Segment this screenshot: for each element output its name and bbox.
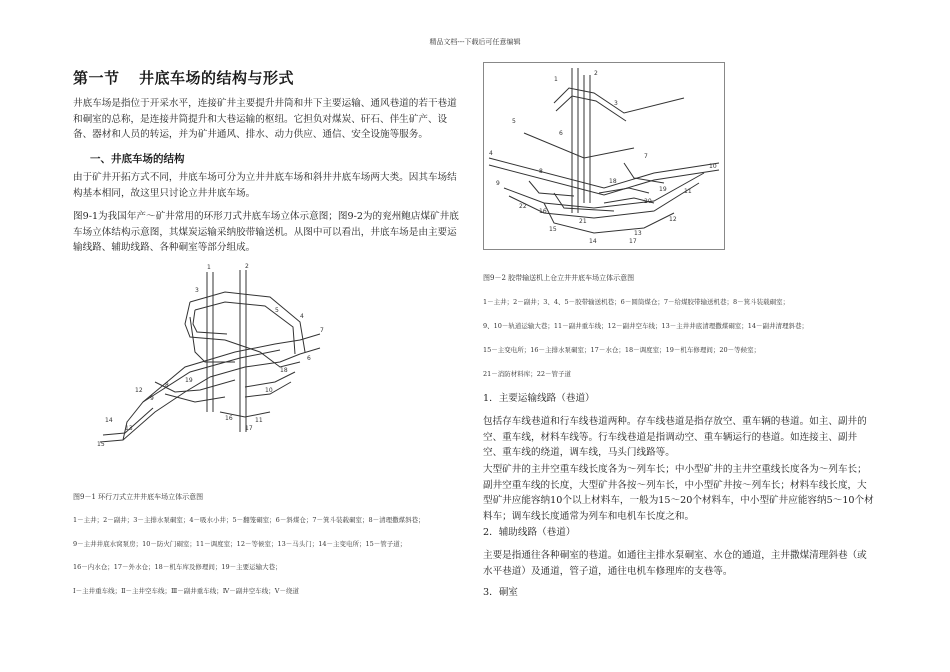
svg-text:13: 13 (634, 230, 642, 237)
svg-text:18: 18 (280, 367, 288, 374)
svg-text:15: 15 (97, 441, 105, 448)
svg-text:9: 9 (150, 395, 154, 402)
svg-text:5: 5 (512, 118, 516, 125)
svg-text:12: 12 (135, 387, 143, 394)
svg-text:18: 18 (609, 178, 617, 185)
figure-9-2-caption: 图9－2 胶带输送机上仓立井井底车场立体示意图 (483, 274, 635, 282)
item-auxiliary-lines: 2．辅助线路（巷道） (483, 527, 576, 538)
figure-9-1-legend-line-4: Ⅰ－主井重车线；Ⅱ－主井空车线；Ⅲ－副井重车线；Ⅳ－副井空车线；Ⅴ－绕道 (73, 587, 299, 595)
paragraph-auxiliary-lines: 主要是指通往各种硐室的巷道。如通往主排水泵硐室、水仓的通道，主井撒煤清理斜巷（或水平巷道）及通道，管子道，通往电机车修理库的支巷等。 (483, 550, 867, 577)
svg-text:9: 9 (496, 180, 500, 187)
svg-text:3: 3 (195, 287, 199, 294)
svg-text:2: 2 (245, 263, 249, 270)
svg-text:16: 16 (225, 415, 233, 422)
section-title (73, 67, 294, 88)
svg-text:7: 7 (320, 327, 324, 334)
paragraph-classification: 由于矿井开拓方式不同，井底车场可分为立井井底车场和斜井井底车场两大类。因其车场结构基本相同，故这里只讨论立井井底车场。 (73, 172, 457, 199)
page-header-note: 精品文档---下载后可任意编辑 (429, 38, 521, 46)
svg-text:8: 8 (165, 382, 169, 389)
svg-text:17: 17 (245, 425, 253, 432)
svg-text:10: 10 (265, 387, 273, 394)
svg-text:1: 1 (207, 264, 211, 271)
figure-9-2-legend-line-2: 9、10－轨道运输大巷；11－副井重车线；12－副井空车线；13－主井井底清理撒煤硐室；14－副井清理斜巷； (483, 322, 808, 330)
svg-text:6: 6 (559, 130, 563, 137)
svg-text:7: 7 (644, 153, 648, 160)
section-title-text: 井底车场的结构与形式 (139, 69, 295, 87)
figure-9-2-frame (483, 62, 725, 250)
svg-text:20: 20 (644, 198, 652, 205)
subheading-structure: 一、井底车场的结构 (90, 153, 185, 165)
figure-9-1-legend-line-3: 16－内水仓；17－外水仓；18－机车库及修理间；19－主要运输大巷； (73, 563, 282, 571)
item-chambers: 3．硐室 (483, 587, 518, 598)
intro-paragraph: 井底车场是指位于开采水平，连接矿井主要提升井筒和井下主要运输、通风巷道的若干巷道和硐室的总称，是连接井筒提升和大巷运输的枢纽。它担负对煤炭、矸石、伴生矿产、设备、器材和人员的转运，并为矿井通风、排水、动力供应、通信、安全设施等服务。 (73, 98, 457, 140)
svg-text:11: 11 (684, 188, 692, 195)
svg-text:12: 12 (669, 216, 677, 223)
svg-text:13: 13 (125, 425, 133, 432)
paragraph-line-lengths: 大型矿井的主井空重车线长度各为～列车长；中小型矿井的主井空重线长度各为～列车长；副井空重车线的长度，大型矿井各按～列车长，中小型矿井按～列车长；材料车线长度，大型矿井应能容纳10个以上材料车，一般为15～20个材料车，中小型矿井应能容纳5～10个材料车；调车线长度通常为列车和电机车长度之和。 (483, 464, 874, 522)
svg-text:16: 16 (539, 208, 547, 215)
svg-text:19: 19 (659, 186, 667, 193)
figure-9-2-diagram (484, 63, 724, 249)
section-number: 第一节 (73, 69, 120, 87)
figure-9-1-legend-line-1: 1－主井；2－副井；3－主排水泵硐室；4－吸水小井；5－翻笼硐室；6－斜煤仓；7－箕斗装载硐室；8－清理撒煤斜巷； (73, 516, 425, 524)
svg-text:17: 17 (629, 238, 637, 245)
svg-text:2: 2 (594, 70, 598, 77)
svg-text:5: 5 (275, 307, 279, 314)
svg-text:4: 4 (300, 313, 304, 320)
figure-9-2-legend-line-3: 15－主变电所；16－主排水泵硐室；17－水仓；18－调度室；19－机车修理间；20－等候室； (483, 346, 761, 354)
svg-text:11: 11 (255, 417, 263, 424)
svg-text:10: 10 (709, 163, 717, 170)
svg-text:1: 1 (554, 76, 558, 83)
svg-text:15: 15 (549, 226, 557, 233)
figure-9-1-caption: 图9－1 环行刀式立井井底车场立体示意图 (73, 493, 204, 501)
svg-text:22: 22 (519, 203, 527, 210)
paragraph-main-transport: 包括存车线巷道和行车线巷道两种。存车线巷道是指存放空、重车辆的巷道。如主、副井的空、重车线，材料车线等。行车线巷道是指调动空、重车辆运行的巷道。如连接主、副井空、重车线的绕道，调车线，马头门线路等。 (483, 416, 867, 458)
svg-text:6: 6 (307, 355, 311, 362)
svg-text:8: 8 (539, 168, 543, 175)
svg-text:21: 21 (579, 218, 587, 225)
svg-text:4: 4 (489, 150, 493, 157)
svg-text:14: 14 (589, 238, 597, 245)
figure-9-2-legend-line-1: 1－主井；2－副井；3、4、5－胶带输送机巷；6－圆筒煤仓；7－给煤胶带输送机巷；8－箕斗装载硐室； (483, 298, 790, 306)
figure-9-1-legend-line-2: 9－主井井底水窝泵房；10－防火门硐室；11－调度室；12－等候室；13－马头门；14－主变电所；15－管子道； (73, 540, 407, 548)
item-main-transport: 1．主要运输线路（巷道） (483, 393, 595, 404)
figure-9-1-diagram (95, 262, 335, 458)
figure-9-2-legend-line-4: 21－消防材料库；22－管子道 (483, 370, 572, 378)
svg-text:19: 19 (185, 377, 193, 384)
svg-text:14: 14 (105, 417, 113, 424)
svg-text:3: 3 (614, 100, 618, 107)
paragraph-figure-reference: 图9-1为我国年产～矿井常用的环形刀式井底车场立体示意图；图9-2为的兖州鲍店煤矿井底车场立体结构示意图，其煤炭运输采纳胶带输送机。从图中可以看出，井底车场是由主要运输线路、辅助线路、各种硐室等部分组成。 (73, 211, 459, 253)
